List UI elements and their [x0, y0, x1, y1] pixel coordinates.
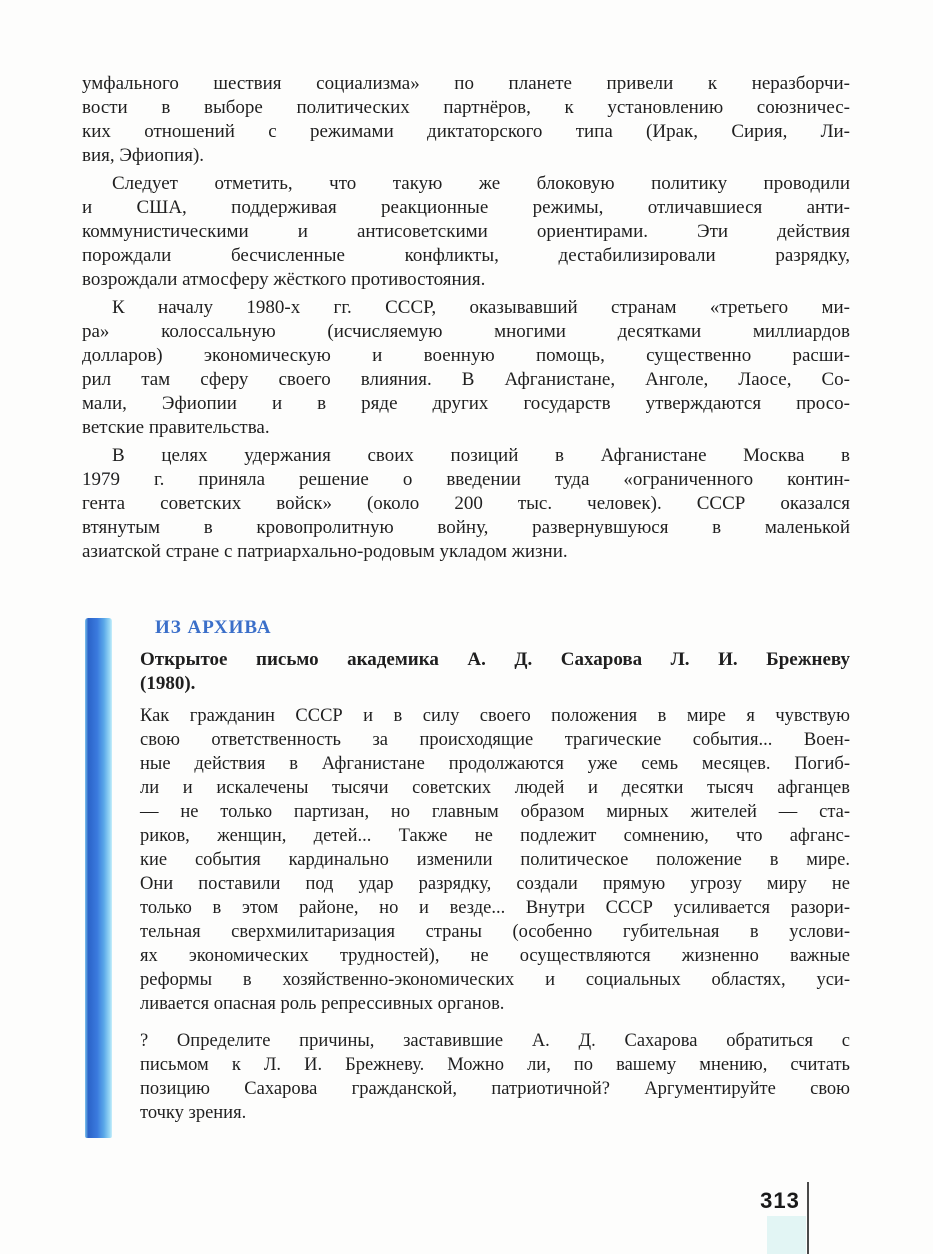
archive-quote-text [140, 704, 850, 1016]
text-line: порождали бесчисленные конфликты, дестабилизировали разрядку, [82, 245, 850, 266]
archive-source-title [140, 648, 850, 696]
corner-patch [767, 1216, 806, 1254]
text-line: умфального шествия социализма» по планете привели к неразборчи- [82, 73, 850, 94]
text-line: рил там сферу своего влияния. В Афганистане, Анголе, Лаосе, Со- [82, 369, 850, 390]
text-line: коммунистическими и антисоветскими ориентирами. Эти действия [82, 221, 850, 242]
text-line: реформы в хозяйственно-экономических и социальных областях, уси- [140, 970, 850, 990]
text-line: только в этом районе, но и везде... Внутри СССР усиливается разори- [140, 898, 850, 918]
text-line: гента советских войск» (около 200 тыс. человек). СССР оказался [82, 493, 850, 514]
paragraph [82, 296, 850, 440]
text-line: мали, Эфиопии и в ряде других государств утверждаются просо- [82, 393, 850, 414]
text-line: и США, поддерживая реакционные режимы, отличавшиеся анти- [82, 197, 850, 218]
text-line: ветские правительства. [82, 417, 270, 438]
text-line: ? Определите причины, заставившие А. Д. Сахарова обратиться с [140, 1031, 850, 1051]
text-line: — не только партизан, но главным образом мирных жителей — ста- [140, 802, 850, 822]
text-line: ра» колоссальную (исчисляемую многими десятками миллиардов [82, 321, 850, 342]
archive-accent-bar [85, 618, 112, 1138]
paragraph [82, 444, 850, 564]
text-line: ях экономических трудностей), не осуществляются жизненно важные [140, 946, 850, 966]
text-line: 1979 г. приняла решение о введении туда «ограниченного контин- [82, 469, 850, 490]
text-line: В целях удержания своих позиций в Афганистане Москва в [112, 445, 850, 466]
main-text-block [82, 72, 850, 564]
text-line: долларов) экономическую и военную помощь, существенно расши- [82, 345, 850, 366]
text-line: ли и искалечены тысячи советских людей и десятки тысяч афганцев [140, 778, 850, 798]
text-line: точку зрения. [140, 1103, 247, 1123]
archive-question [140, 1029, 850, 1125]
text-line: позицию Сахарова гражданской, патриотичной? Аргументируйте свою [140, 1079, 850, 1099]
text-line: ные действия в Афганистане продолжаются уже семь месяцев. Погиб- [140, 754, 850, 774]
text-line: азиатской стране с патриархально-родовым укладом жизни. [82, 541, 568, 562]
text-line: письмом к Л. И. Брежневу. Можно ли, по вашему мнению, считать [140, 1055, 850, 1075]
text-line: втянутым в кровопролитную войну, развернувшуюся в маленькой [82, 517, 850, 538]
text-line: кие события кардинально изменили политическое положение в мире. [140, 850, 850, 870]
page-number: 313 [760, 1188, 800, 1213]
text-line: (1980). [140, 673, 196, 694]
text-line: свою ответственность за происходящие трагические события... Воен- [140, 730, 850, 750]
archive-heading: ИЗ АРХИВА [155, 617, 272, 638]
corner-rule [807, 1182, 809, 1254]
text-line: Они поставили под удар разрядку, создали прямую угрозу миру не [140, 874, 850, 894]
archive-section [85, 617, 850, 1125]
text-line: ких отношений с режимами диктаторского типа (Ирак, Сирия, Ли- [82, 121, 850, 142]
paragraph [82, 172, 850, 292]
text-line: вия, Эфиопия). [82, 145, 205, 166]
paragraph [82, 72, 850, 168]
archive-content [140, 617, 850, 1125]
text-line: Как гражданин СССР и в силу своего положения в мире я чувствую [140, 706, 850, 726]
text-line: тельная сверхмилитаризация страны (особенно губительная в услови- [140, 922, 850, 942]
text-line: ливается опасная роль репрессивных органов. [140, 994, 505, 1014]
text-line: возрождали атмосферу жёсткого противостояния. [82, 269, 486, 290]
text-line: Открытое письмо академика А. Д. Сахарова Л. И. Брежневу [140, 649, 850, 670]
text-line: К началу 1980-х гг. СССР, оказывавший странам «третьего ми- [112, 297, 850, 318]
text-line: Следует отметить, что такую же блоковую политику проводили [112, 173, 850, 194]
text-line: риков, женщин, детей... Также не подлежит сомнению, что афганс- [140, 826, 850, 846]
text-line: вости в выборе политических партнёров, к установлению союзничес- [82, 97, 850, 118]
